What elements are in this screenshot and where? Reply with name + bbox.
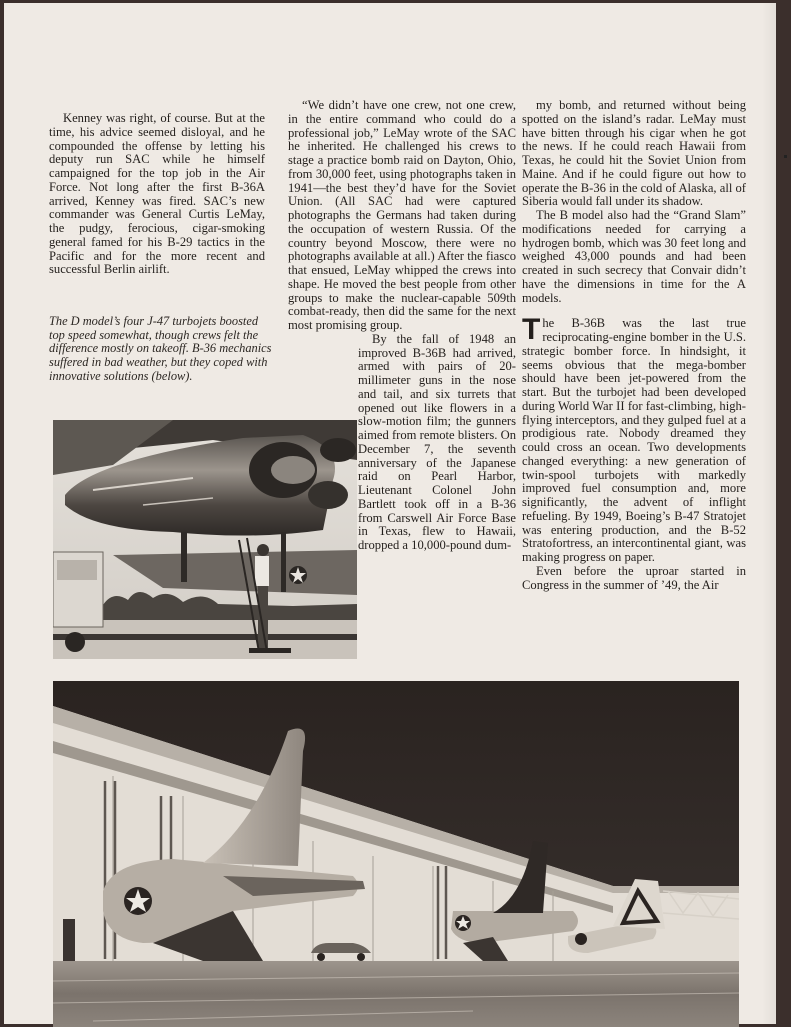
paragraph: my bomb, and returned without being spotted on the island’s radar. LeMay must have bitten through his cigar when he got the news. If he could reach Hawaii from Texas, he could hit the Soviet Union from Maine. And if he could figure out how to operate the B-36 in the cold of Alaska, all of Siberia would fall under its shadow. — [522, 98, 746, 209]
paragraph: By the fall of 1948 an improved B-36B had arrived, armed with pairs of 20-millimeter guns in the nose and tail, and six turrets that opened out like flowers in a slow-motion film; the gunners aimed from remote blisters. On December 7, the seventh anniversary of the Japanese raid on Pearl Harbor, Lieutenant Colonel John Bartlett took off in a B-36 from Carswell Air Force Base in Texas, flew to Hawaii, dropped a 10,000-pound dum- — [358, 331, 516, 552]
paragraph: Kenney was right, of course. But at the time, his advice seemed disloyal, and he compounded the offense by letting his deputy run SAC while he himself campaigned for the top job in the Air Force. Not long after the first B-36A arrived, Kenney was fired. SAC’s new commander was General Curtis LeMay, the pudgy, ferocious, cigar-smoking general famed for his B-29 tactics in the Pacific and for the more recent and successful Berlin airlift. — [49, 111, 265, 277]
column-1 — [49, 112, 265, 277]
magazine-page — [4, 3, 776, 1024]
jet-pod-illustration — [53, 420, 357, 659]
paragraph-text: he B-36B was the last true reciprocating-engine bomber in the U.S. strategic bomber force. In hindsight, it seems obvious that the mega-bomber should have been jet-powered from the start. But the turbojet had been developed during World War II for fast-climbing, high-flying interceptors, and they gulped fuel at a prodigious rate. Nobody dreamed they could cross an ocean. Two developments changed everything: a new generation of twin-spool turbojets with markedly improved fuel consumption and, more significantly, the advent of inflight refueling. By 1949, Boeing’s B-47 Stratojet was entering production, and the B-52 Stratofortress, an intercontinental giant, was making progress on paper. — [522, 316, 746, 564]
column-3 — [522, 99, 746, 592]
photo-caption: The D model’s four J-47 turbojets boosted top speed somewhat, though crews felt the difference mostly on takeoff. B-36 mechanics suffered in bad weather, but they coped with innovative solutions (below). — [49, 314, 272, 383]
paragraph: Even before the uproar started in Congress in the summer of ’49, the Air — [522, 563, 746, 592]
paragraph: The B model also had the “Grand Slam” modifications needed for carrying a hydrogen bomb, which was 30 feet long and weighed 43,000 pounds and had been created in such secrecy that Convair didn’t have the dimensions in time for the A models. — [522, 208, 746, 305]
paragraph: “We didn’t have one crew, not one crew, in the entire command who could do a professional job,” LeMay wrote of the SAC he inherited. He challenged his crews to stage a practice bomb raid on Dayton, Ohio, from 30,000 feet, using photographs taken in 1941—the best they’d have for the Soviet Union. (All SAC had were captured photographs the Germans had taken during the occupation of western Russia. Of the country beyond Moscow, there were no photographs available at all.) After the fiasco that ensued, LeMay whipped the crews into shape. He moved the best people from other groups to make the nuclear-capable 509th combat-ready, then did the same for the next most promising group. — [288, 98, 516, 332]
page-shadow — [762, 3, 776, 1024]
photo-jet-engine-pod — [53, 420, 357, 659]
hangar-illustration — [53, 681, 739, 1027]
drop-cap: T — [522, 313, 541, 347]
paragraph — [522, 313, 746, 565]
photo-hangar-tails — [53, 681, 739, 1027]
page-edge-mark — [784, 155, 787, 158]
